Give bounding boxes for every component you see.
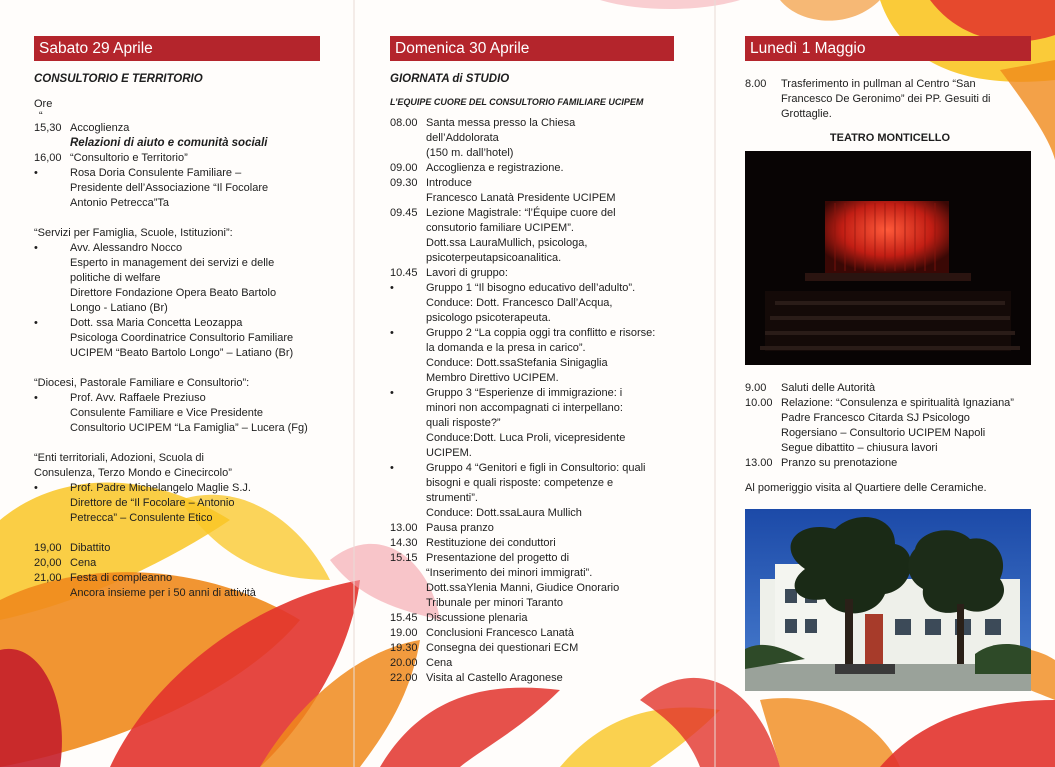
ore-label: Ore: [34, 98, 53, 110]
detail-line: Consulente Familiare e Vice Presidente: [70, 407, 264, 419]
detail-line: Psicologa Coordinatrice Consultorio Familiare: [70, 332, 294, 344]
schedule-row: 10.00 Relazione: “Consulenza e spiritualità Ignaziana”: [745, 397, 1014, 409]
schedule-row: 15.15 Presentazione del progetto di: [390, 552, 570, 564]
detail-line: Conduce: Dott.ssaStefania Sinigaglia: [426, 357, 608, 369]
detail-line: la domanda e la presa in carico”.: [426, 342, 586, 354]
schedule-row: • Gruppo 4 “Genitori e figli in Consultorio: quali: [390, 462, 646, 474]
schedule-row: 22.00 Visita al Castello Aragonese: [390, 672, 563, 684]
detail-line: UCIPEM.: [426, 447, 472, 459]
schedule-row: • Avv. Alessandro Nocco: [34, 242, 183, 254]
column-sunday: [390, 36, 680, 686]
detail-line: Consultorio UCIPEM “La Famiglia” – Lucera (Fg): [70, 422, 308, 434]
detail-line: Padre Francesco Citarda SJ Psicologo: [781, 412, 970, 424]
schedule-row: 14.30 Restituzione dei conduttori: [390, 537, 556, 549]
schedule-row: 20,00 Cena: [34, 557, 97, 569]
detail-line: politiche di welfare: [70, 272, 161, 284]
day-header: Lunedì 1 Maggio: [745, 36, 1031, 61]
detail-line: Direttore Fondazione Opera Beato Bartolo: [70, 287, 277, 299]
schedule-row: • Gruppo 2 “La coppia oggi tra conflitto e risorse:: [390, 327, 656, 339]
day-header: Domenica 30 Aprile: [390, 36, 674, 61]
detail-line: consutorio familiare UCIPEM”.: [426, 222, 574, 234]
group-title: Consulenza, Terzo Mondo e Cinecircolo”: [34, 467, 232, 479]
group-title: “Enti territoriali, Adozioni, Scuola di: [34, 452, 204, 464]
detail-line: Francesco De Geronimo” dei PP. Gesuiti di: [781, 93, 991, 105]
schedule-row: 19.00 Conclusioni Francesco Lanatà: [390, 627, 574, 639]
detail-line: Dott.ssaYlenia Manni, Giudice Onorario: [426, 582, 620, 594]
afternoon-note: Al pomeriggio visita al Quartiere delle Ceramiche.: [745, 482, 987, 494]
detail-line: Rogersiano – Consultorio UCIPEM Napoli: [781, 427, 986, 439]
schedule-row: 08.00 Santa messa presso la Chiesa: [390, 117, 576, 129]
detail-line: Presidente dell’Associazione “Il Focolare: [70, 182, 269, 194]
detail-line: Grottaglie.: [781, 108, 832, 120]
day-header: Sabato 29 Aprile: [34, 36, 320, 61]
detail-line: Conduce: Dott. Francesco Dall’Acqua,: [426, 297, 613, 309]
detail-line: Membro Direttivo UCIPEM.: [426, 372, 559, 384]
detail-line: psicoterpeutapsicoanalitica.: [426, 252, 562, 264]
group-title: “Diocesi, Pastorale Familiare e Consultorio”:: [34, 377, 250, 389]
detail-line: Tribunale per minori Taranto: [426, 597, 563, 609]
detail-line: minori non accompagnati ci interpellano:: [426, 402, 623, 414]
schedule-row: 8.00 Trasferimento in pullman al Centro “San: [745, 78, 976, 90]
ore-mark: “: [39, 110, 43, 122]
schedule-row: 09.45 Lezione Magistrale: “l’Équipe cuore del: [390, 207, 616, 219]
detail-line: quali risposte?”: [426, 417, 501, 429]
ceramics-quarter-photo: [745, 509, 1031, 691]
schedule-row: 13.00 Pranzo su prenotazione: [745, 457, 898, 469]
schedule-row: 15,30 Accoglienza: [34, 122, 130, 134]
theatre-title: TEATRO MONTICELLO: [829, 132, 951, 144]
schedule-row: • Dott. ssa Maria Concetta Leozappa: [34, 317, 243, 329]
schedule-row: • Prof. Avv. Raffaele Preziuso: [34, 392, 206, 404]
schedule-row: 9.00 Saluti delle Autorità: [745, 382, 876, 394]
detail-line: Antonio Petrecca”Ta: [70, 197, 170, 209]
detail-line: Francesco Lanatà Presidente UCIPEM: [426, 192, 616, 204]
schedule-row: 19.30 Consegna dei questionari ECM: [390, 642, 579, 654]
schedule-row: • Prof. Padre Michelangelo Maglie S.J.: [34, 482, 251, 494]
schedule-row: • Gruppo 3 “Esperienze di immigrazione: i: [390, 387, 623, 399]
column-monday: [745, 36, 1035, 691]
detail-line: strumenti”.: [426, 492, 478, 504]
detail-line: Segue dibattito – chiusura lavori: [781, 442, 938, 454]
detail-line: Dott.ssa LauraMullich, psicologa,: [426, 237, 588, 249]
detail-line: Petrecca” – Consulente Etico: [70, 512, 213, 524]
detail-line: (150 m. dall’hotel): [426, 147, 514, 159]
detail-line: bisogni e quali risposte: competenze e: [426, 477, 614, 489]
schedule-row: 20.00 Cena: [390, 657, 453, 669]
section-title: CONSULTORIO E TERRITORIO: [34, 73, 203, 85]
schedule-row: • Rosa Doria Consulente Familiare –: [34, 167, 242, 179]
schedule-row: 09.30 Introduce: [390, 177, 472, 189]
column-saturday: [34, 36, 320, 601]
italic-subtitle: Relazioni di aiuto e comunità sociali: [70, 137, 268, 149]
schedule-row: 21,00 Festa di compleanno: [34, 572, 173, 584]
subsection-title: L’EQUIPE CUORE DEL CONSULTORIO FAMILIARE UCIPEM: [390, 97, 644, 107]
detail-line: Direttore de “Il Focolare – Antonio: [70, 497, 235, 509]
schedule-row: 09.00 Accoglienza e registrazione.: [390, 162, 564, 174]
schedule-row: 15.45 Discussione plenaria: [390, 612, 528, 624]
schedule-row: 19,00 Dibattito: [34, 542, 111, 554]
detail-line: “Inserimento dei minori immigrati”.: [426, 567, 593, 579]
schedule-row: 10.45 Lavori di gruppo:: [390, 267, 508, 279]
schedule-row: • Gruppo 1 “Il bisogno educativo dell’adulto”.: [390, 282, 636, 294]
detail-line: Conduce: Dott.ssaLaura Mullich: [426, 507, 582, 519]
theatre-photo: [745, 151, 1031, 365]
schedule-row: 16,00 “Consultorio e Territorio”: [34, 152, 188, 164]
detail-line: UCIPEM “Beato Bartolo Longo” – Latiano (Br): [70, 347, 294, 359]
schedule-row: 13.00 Pausa pranzo: [390, 522, 494, 534]
detail-line: dell’Addolorata: [426, 132, 499, 144]
group-title: “Servizi per Famiglia, Scuole, Istituzioni”:: [34, 227, 233, 239]
detail-line: Esperto in management dei servizi e delle: [70, 257, 275, 269]
detail-line: Conduce:Dott. Luca Proli, vicepresidente: [426, 432, 626, 444]
detail-line: Longo - Latiano (Br): [70, 302, 168, 314]
detail-line: psicologo psicoterapeuta.: [426, 312, 551, 324]
detail-line: Ancora insieme per i 50 anni di attività: [70, 587, 256, 599]
section-title: GIORNATA di STUDIO: [390, 73, 510, 85]
